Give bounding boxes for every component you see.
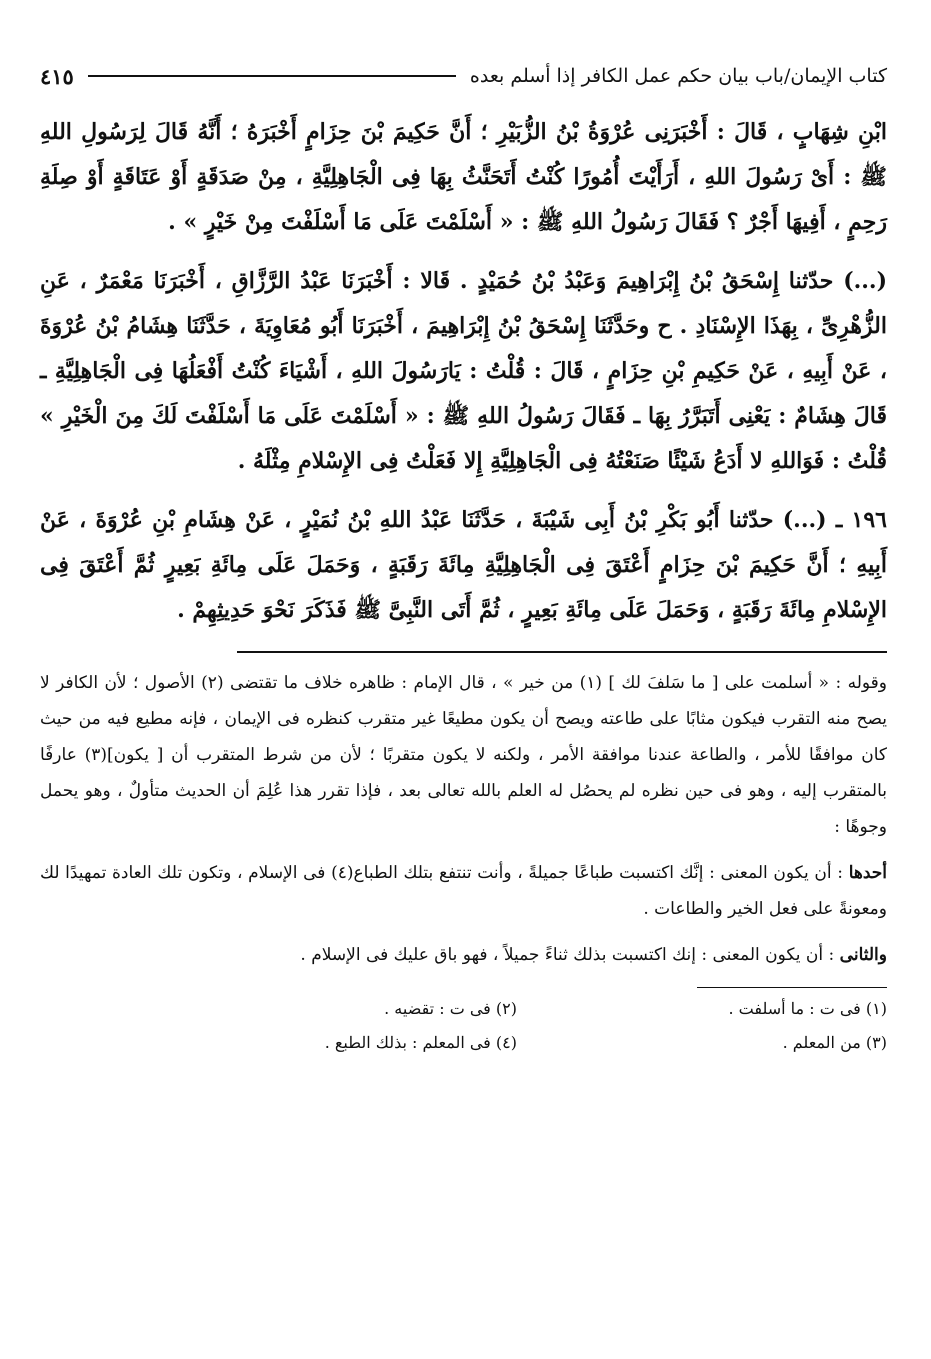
commentary-paragraph: [40, 665, 887, 845]
chapter-title: كتاب الإيمان/باب بيان حكم عمل الكافر إذا أسلم بعده: [469, 65, 887, 87]
hadith-text: ١٩٦ ـ (...) حدّثنا أَبُو بَكْرِ بْنُ أَبِى شَيْبَةَ ، حَدَّثَنَا عَبْدُ اللهِ بْنُ نُمَيْرٍ ، عَنْ هِشَامِ بْنِ عُرْوَةَ ، عَنْ أَبِيهِ ؛ أَنَّ حَكِيمَ بْنَ حِزَامٍ أَعْتَقَ فِى الْجَاهِلِيَّةِ مِائَةَ رَقَبَةٍ ، وَحَمَلَ عَلَى مِائَةِ بَعِيرٍ ثُمَّ أَعْتَقَ فِى الإِسْلامِ مِائَةَ رَقَبَةٍ ، وَحَمَلَ عَلَى مِائَةِ بَعِيرٍ ، ثُمَّ أَتَى النَّبِىَّ ﷺ فَذَكَرَ نَحْوَ حَدِيثِهِمْ .: [40, 507, 887, 623]
page-number: ٤١٥: [40, 63, 74, 89]
footnote: (٤) فى المعلم : بذلك الطبع .: [324, 1033, 517, 1052]
footnote: (٣) من المعلم .: [782, 1033, 887, 1052]
hadith-text: (...) حدّثنا إِسْحَقُ بْنُ إِبْرَاهِيمَ وَعَبْدُ بْنُ حُمَيْدٍ . قَالا : أَخْبَرَنَا عَبْدُ الرَّزَّاقِ ، أَخْبَرَنَا مَعْمَرٌ ، عَنِ الزُّهْرِىِّ ، بِهَذَا الإِسْنَادِ . ح وحَدَّثَنَا إِسْحَقُ بْنُ إِبْرَاهِيمَ ، أَخْبَرَنَا أَبُو مُعَاوِيَةَ ، حَدَّثَنَا هِشَامُ بْنُ عُرْوَةَ ، عَنْ أَبِيهِ ، عَنْ حَكِيمِ بْنِ حِزَامٍ ، قَالَ : قُلْتُ : يَارَسُولَ اللهِ ، أَشْيَاءَ كُنْتُ أَفْعَلُهَا فِى الْجَاهِلِيَّةِ ـ قَالَ هِشَامٌ : يَعْنِى أَتَبَرَّرُ بِهَا ـ فَقَالَ رَسُولُ اللهِ ﷺ : « أَسْلَمْتَ عَلَى مَا أَسْلَفْتَ لَكَ مِنَ الْخَيْرِ » قُلْتُ : فَوَاللهِ لا أَدَعُ شَيْئًا صَنَعْتُهُ فِى الْجَاهِلِيَّةِ إِلا فَعَلْتُ فِى الإِسْلامِ مِثْلَهُ .: [40, 268, 888, 474]
header-rule: [88, 75, 456, 77]
commentary-lead: أحدها: [848, 863, 888, 883]
section-divider: [237, 651, 887, 653]
footnote: (٢) فى ت : تقضيه .: [384, 999, 517, 1018]
commentary-paragraph: [40, 855, 887, 927]
commentary-text: : أن يكون المعنى : إنَّك اكتسبت طباعًا جميلةً ، وأنت تنتفع بتلك الطباع(٤) فى الإسلام ، وتكون تلك العادة تمهيدًا لك ومعونةً على فعل الخير والطاعات .: [40, 863, 887, 919]
footnote-rule: [697, 987, 887, 988]
hadith-text: ابْنِ شِهَابٍ ، قَالَ : أَخْبَرَنِى عُرْوَةُ بْنُ الزُّبَيْرِ ؛ أَنَّ حَكِيمَ بْنَ حِزَامٍ أَخْبَرَهُ ؛ أَنَّهُ قَالَ لِرَسُولِ اللهِ ﷺ : أَىْ رَسُولَ اللهِ ، أَرَأَيْتَ أُمُورًا كُنْتُ أَتَحَنَّثُ بِهَا فِى الْجَاهِلِيَّةِ ، مِنْ صَدَقَةٍ أَوْ عَتَاقَةٍ أَوْ صِلَةِ رَحِمٍ ، أَفِيهَا أَجْرٌ ؟ فَقَالَ رَسُولُ اللهِ ﷺ : « أَسْلَمْتَ عَلَى مَا أَسْلَفْتَ مِنْ خَيْرٍ » .: [40, 119, 887, 235]
footnotes: [147, 996, 887, 1056]
running-header: [40, 56, 887, 96]
commentary-text: : أن يكون المعنى : إنك اكتسبت بذلك ثناءً جميلاً ، فهو باق عليك فى الإسلام .: [300, 945, 835, 965]
commentary-text: وقوله : « أسلمت على [ ما سَلفَ لك ] (١) من خير » ، قال الإمام : ظاهره خلاف ما تقتضى (٢) الأصول ؛ لأن الكافر لا يصح منه التقرب فيكون مثابًا على طاعته ويصح أن يكون مطيعًا غير متقرب كنظره فى الإيمان ، فإنه مطيع فيه من حيث كان موافقًا للأمر ، والطاعة عندنا موافقة الأمر ، ولكنه لا يكون متقربًا ؛ لأن من شرط المتقرب أن [ يكون](٣) عارفًا بالمتقرب إليه ، وهو فى حين نظره لم يحصُل له العلم بالله تعالى بعد ، فإذا تقرر هذا عُلِمَ أن الحديث متأولٌ ، وهو يحمل وجوهًا :: [40, 673, 888, 837]
footnote: (١) فى ت : ما أسلفت .: [728, 999, 887, 1018]
commentary-lead: والثانى: [839, 945, 887, 965]
commentary-paragraph: [40, 937, 887, 973]
